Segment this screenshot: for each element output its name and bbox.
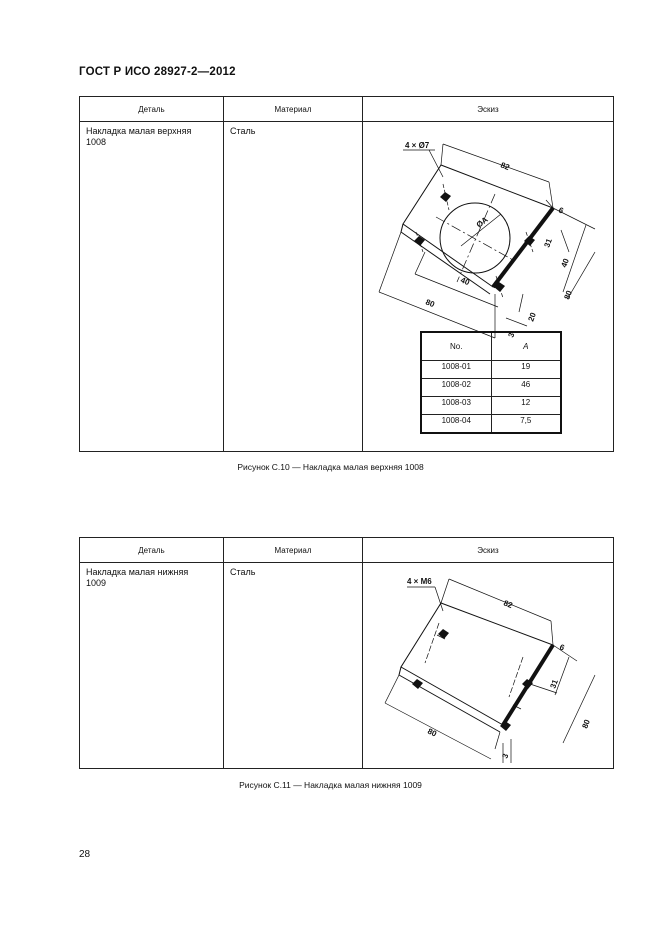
table-row: [421, 415, 561, 434]
column-header-material: Материал: [224, 97, 363, 122]
fig11-table: [79, 537, 614, 769]
fig10-hole-2: [414, 236, 425, 246]
fig11-caption: Рисунок С.11 — Накладка малая нижняя 1009: [239, 780, 422, 790]
fig11-part-cell: [80, 563, 224, 769]
fig11-hole-1: [438, 629, 449, 639]
fig10-central-hole: [440, 203, 510, 273]
fig10-plate-thick-edge: [493, 208, 553, 287]
fig10-dim-31: 31: [542, 237, 554, 249]
fig11-dim-6: 6: [558, 642, 566, 653]
variant-a: 7,5: [491, 415, 561, 434]
variant-no: 1008-02: [421, 379, 491, 397]
fig10-sketch-cell: [363, 122, 614, 452]
fig10-dim-80: 80: [424, 297, 436, 310]
column-header-part: Деталь: [80, 97, 224, 122]
fig10-dim-diameter-a: ØA: [474, 215, 490, 230]
column-header-sketch: Эскиз: [363, 97, 614, 122]
fig10-dim-3: 3: [506, 331, 517, 339]
column-header-part: Деталь: [80, 538, 224, 563]
fig11-dim-80: 80: [426, 726, 439, 739]
variant-no: 1008-01: [421, 361, 491, 379]
column-header-sketch: Эскиз: [363, 538, 614, 563]
fig10-material: Сталь: [230, 126, 256, 136]
fig10-table: [79, 96, 614, 452]
fig10-dim-holes: 4 × Ø7: [405, 141, 430, 150]
variants-header-no: No.: [421, 332, 491, 361]
fig10-dim-6: 6: [557, 205, 565, 216]
fig11-dim-3: 3: [500, 752, 511, 760]
fig11-material-cell: [224, 563, 363, 769]
variant-no: 1008-04: [421, 415, 491, 434]
fig10-hole-1: [440, 192, 451, 202]
fig11-dim-82: 82: [502, 598, 514, 611]
variants-header-a: A: [491, 332, 561, 361]
variant-a: 19: [491, 361, 561, 379]
fig10-dim-40: 40: [459, 275, 471, 288]
fig11-dim-80-right: 80: [580, 718, 592, 730]
column-header-material: Материал: [224, 538, 363, 563]
table-row: [421, 397, 561, 415]
variant-a: 46: [491, 379, 561, 397]
table-row: [421, 361, 561, 379]
fig11-dim-holes: 4 × M6: [407, 577, 432, 586]
fig10-dim-82: 82: [499, 160, 511, 173]
document-header: ГОСТ Р ИСО 28927-2—2012: [79, 66, 236, 78]
fig10-dim-20: 20: [526, 311, 538, 323]
page-number: 28: [79, 849, 91, 860]
fig11-material: Сталь: [230, 567, 256, 577]
fig11-plate-outline: [401, 603, 553, 725]
fig11-part-name: Накладка малая нижняя 1009: [86, 567, 189, 588]
variant-no: 1008-03: [421, 397, 491, 415]
fig10-material-cell: [224, 122, 363, 452]
fig11-hole-4: [500, 721, 511, 731]
fig11-sketch-drawing: [363, 563, 614, 769]
fig11-dim-31: 31: [548, 678, 560, 690]
fig10-part-name: Накладка малая верхняя 1008: [86, 126, 192, 147]
fig10-part-cell: [80, 122, 224, 452]
fig11-sketch-cell: [363, 563, 614, 769]
variant-a: 12: [491, 397, 561, 415]
fig10-caption: Рисунок С.10 — Накладка малая верхняя 1008: [237, 462, 424, 472]
fig10-dim-80-right: 80: [562, 289, 574, 301]
fig10-variants-table: [420, 331, 562, 434]
table-row: [421, 379, 561, 397]
fig10-dim-40-right: 40: [559, 257, 571, 269]
